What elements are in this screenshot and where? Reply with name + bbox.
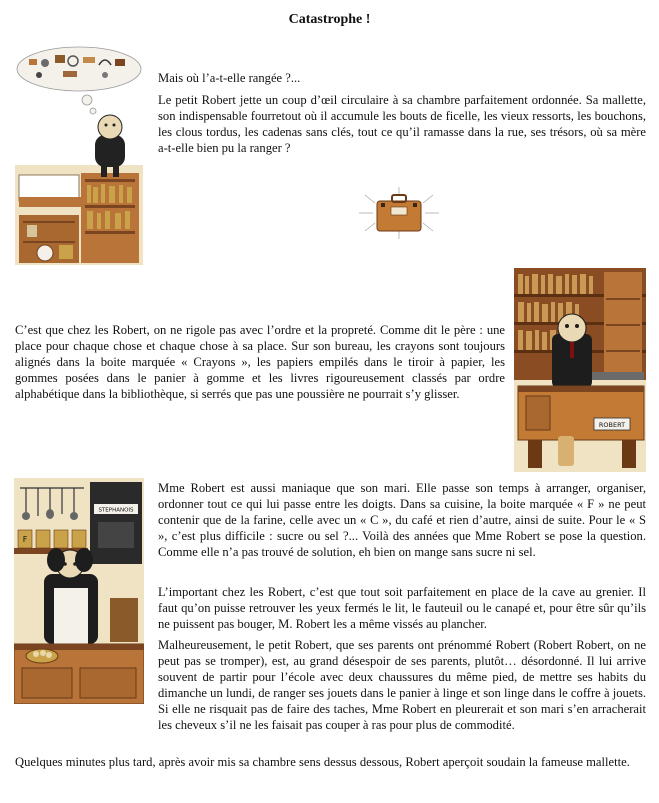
kitchen-stove-sign: STEPHANOIS bbox=[98, 507, 134, 514]
mother-kitchen-illustration bbox=[14, 478, 144, 704]
paragraph-mother-maniac: Mme Robert est aussi maniaque que son mari. Elle passe son temps à arranger, organiser, ordonner tout ce qui lui passe entre les doigts. Dans sa cuisine, la boite marquée « F » ne peut contenir que de la farine, celle avec un « C », du café et rien d’autre, ainsi de suite. Pour le « S », c’est plus difficile : sucre ou sel ?... Voilà des années que Mme Robert se pose la question. Comme elle n’a pas trouvé de solution, eh bien on mange sans sucre ni sel. bbox=[158, 481, 646, 559]
page-title: Catastrophe ! bbox=[288, 12, 371, 27]
bedroom-illustration bbox=[15, 45, 143, 265]
paragraph-finds-mallette: Quelques minutes plus tard, après avoir mis sa chambre sens dessus dessous, Robert aperçoit soudain la fameuse mallette. bbox=[15, 755, 630, 769]
briefcase-illustration bbox=[355, 185, 443, 241]
desk-name-plate: ROBERT bbox=[598, 421, 626, 429]
paragraph-robert-mallette: Le petit Robert jette un coup d’œil circulaire à sa chambre parfaitement ordonnée. Sa mallette, son indispensable fourretout où il accumule les bouts de ficelle, les vieux ressorts, les bouchons, les clous tordus, les cadenas sans clés, tout ce qu’il ramasse dans la rue, ses trésors, où sa mère a-t-elle bien pu la ranger ? bbox=[158, 93, 646, 155]
paragraph-little-robert-messy: Malheureusement, le petit Robert, que ses parents ont prénommé Robert (Robert Robert, on ne peut pas se tromper), est, au grand désespoir de ses parents, plutôt… désordonné. Il lui arrive souvent de partir pour l’école avec deux chaussures du même pied, de mettre ses habits du dimanche un lundi, de ranger ses jouets dans le panier à linge et son linge dans le coffre à jouets. Si elle ne risquait pas de faire des taches, Mme Robert en pleurerait et son mari s’en arracherait les cheveux s’il ne les faisait pas couper à ras pour plus de commodité. bbox=[158, 638, 646, 732]
paragraph-everything-in-place: L’important chez les Robert, c’est que tout soit parfaitement en place de la cave au grenier. Il faut qu’on puisse retrouver les yeux fermés le lit, le fauteuil ou le canapé et, pour être sûr qu’ils ne puissent pas bouger, M. Robert les a même vissés au plancher. bbox=[158, 585, 646, 631]
father-desk-illustration bbox=[514, 268, 646, 472]
paragraph-father-order: C’est que chez les Robert, on ne rigole pas avec l’ordre et la propreté. Comme dit le père : une place pour chaque chose et chaque chose à sa place. Sur son bureau, les crayons sont toujours alignés dans la boite marquée « Crayons », les papiers empilés dans le tiroir à papier, les gommes posées dans le panier à gomme et les livres rigoureusement classés par ordre alphabétique dans la bibliothèque, si serrés que pas une poussière ne pourrait s’y glisser. bbox=[15, 323, 505, 401]
paragraph-intro-question: Mais où l’a-t-elle rangée ?... bbox=[158, 71, 301, 85]
kitchen-jar-label: F bbox=[22, 535, 28, 544]
